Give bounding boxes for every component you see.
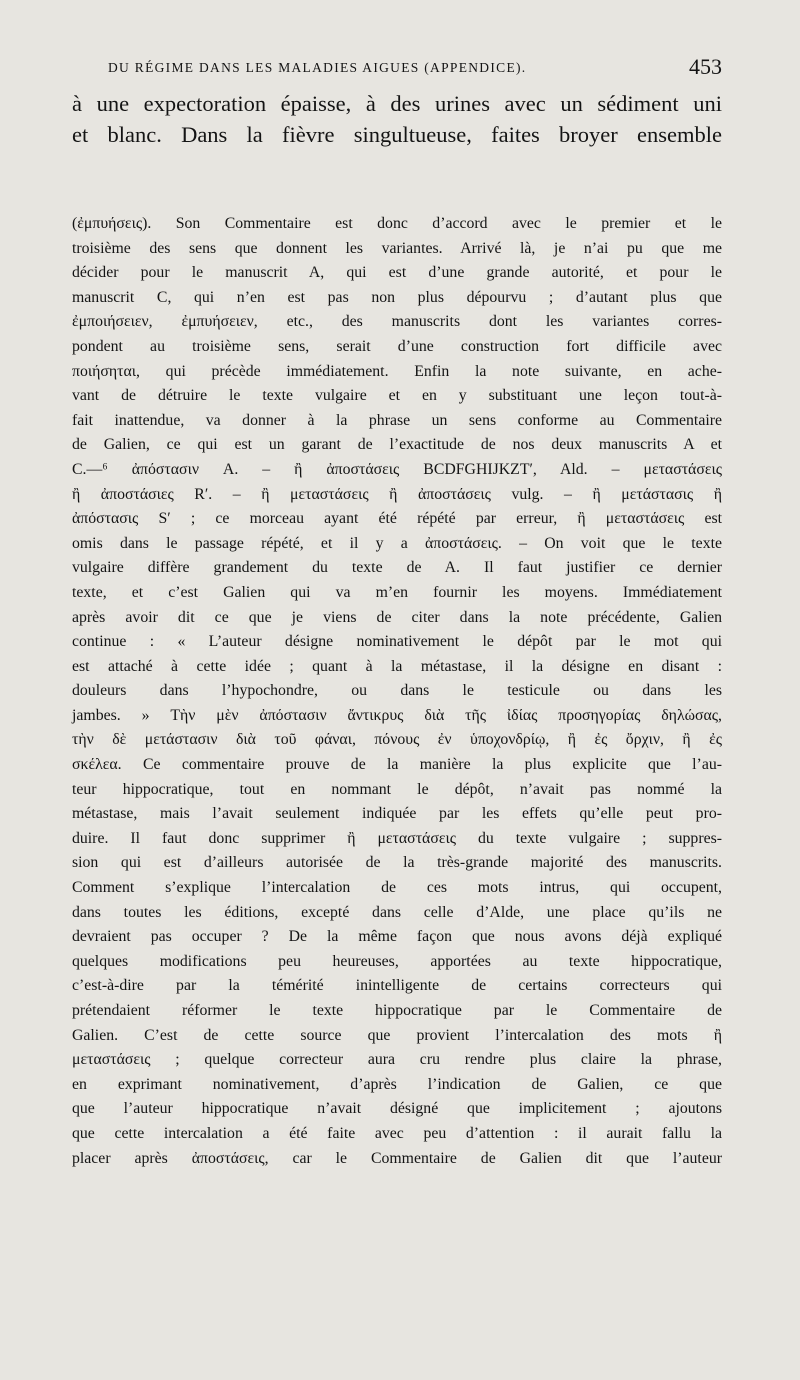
- footnote-line: vulgaire diffère grandement du texte de A. Il faut justifier ce dernier: [72, 559, 722, 577]
- footnote-line: ἀπόστασις S′ ; ce morceau ayant été répété par erreur, ἢ μεταστάσεις est: [72, 510, 722, 528]
- footnote-line: placer après ἀποστάσεις, car le Commentaire de Galien dit que l’auteur: [72, 1149, 722, 1167]
- footnote: [72, 212, 722, 1171]
- footnote-line: texte, et c’est Galien qui va m’en fournir les moyens. Immédiatement: [72, 583, 722, 601]
- footnote-line: que cette intercalation a été faite avec peu d’attention : il aurait fallu la: [72, 1124, 722, 1142]
- footnote-line: est attaché à cette idée ; quant à la métastase, il la désigne en disant :: [72, 657, 722, 675]
- footnote-line: troisième des sens que donnent les variantes. Arrivé là, je n’ai pu que me: [72, 239, 722, 257]
- footnote-line: vant de détruire le texte vulgaire et en y substituant une leçon tout-à-: [72, 387, 722, 405]
- footnote-line: σκέλεα. Ce commentaire prouve de la manière la plus explicite que l’au-: [72, 756, 722, 774]
- footnote-line: manuscrit C, qui n’en est pas non plus dépourvu ; d’autant plus que: [72, 288, 722, 306]
- footnote-line: devraient pas occuper ? De la même façon que nous avons déjà expliqué: [72, 928, 722, 946]
- main-text-line: à une expectoration épaisse, à des urines avec un sédiment uni: [72, 91, 722, 116]
- footnote-line: Comment s’explique l’intercalation de ces mots intrus, qui occupent,: [72, 879, 722, 897]
- footnote-line: ποιήσηται, qui précède immédiatement. Enfin la note suivante, en ache-: [72, 362, 722, 380]
- main-text: [72, 88, 722, 150]
- footnote-line: Galien. C’est de cette source que provient l’intercalation des mots ἢ: [72, 1026, 722, 1044]
- footnote-line: C.—⁶ ἀπόστασιν A. – ἢ ἀποστάσεις BCDFGHIJKZT′, Ald. – μεταστάσεις: [72, 460, 722, 478]
- footnote-line: ἐμποιήσειεν, ἐμπυήσειεν, etc., des manuscrits dont les variantes corres-: [72, 313, 722, 331]
- footnote-line: τὴν δὲ μετάστασιν διὰ τοῦ φάναι, πόνους ἐν ὑποχονδρίῳ, ἢ ἐς ὄρχιν, ἢ ἐς: [72, 731, 722, 749]
- footnote-line: ἢ ἀποστάσιες R′. – ἢ μεταστάσεις ἢ ἀποστάσεις vulg. – ἢ μετάστασις ἢ: [72, 485, 722, 503]
- page-number: 453: [689, 54, 722, 79]
- footnote-line: sion qui est d’ailleurs autorisée de la très-grande majorité des manuscrits.: [72, 854, 722, 872]
- footnote-line: fait inattendue, va donner à la phrase un sens conforme au Commentaire: [72, 411, 722, 429]
- footnote-line: continue : « L’auteur désigne nominativement le dépôt par le mot qui: [72, 633, 722, 651]
- main-text-line: et blanc. Dans la fièvre singultueuse, faites broyer ensemble: [72, 122, 722, 147]
- footnote-line: prétendaient réformer le texte hippocratique par le Commentaire de: [72, 1002, 722, 1019]
- footnote-line: métastase, mais l’avait seulement indiquée par les effets qu’elle peut pro-: [72, 805, 722, 823]
- footnote-line: quelques modifications peu heureuses, apportées au texte hippocratique,: [72, 952, 722, 970]
- footnote-line: duire. Il faut donc supprimer ἢ μεταστάσεις du texte vulgaire ; suppres-: [72, 829, 722, 847]
- footnote-line: de Galien, ce qui est un garant de l’exactitude de nos deux manuscrits A et: [72, 436, 722, 454]
- footnote-line: décider pour le manuscrit A, qui est d’une grande autorité, et pour le: [72, 264, 722, 282]
- footnote-line: μεταστάσεις ; quelque correcteur aura cru rendre plus claire la phrase,: [72, 1051, 722, 1069]
- footnote-line: omis dans le passage répété, et il y a ἀποστάσεις. – On voit que le texte: [72, 534, 722, 552]
- footnote-line: teur hippocratique, tout en nommant le dépôt, n’avait pas nommé la: [72, 780, 722, 798]
- footnote-line: c’est-à-dire par la témérité inintelligente de certains correcteurs qui: [72, 977, 722, 995]
- footnote-line: jambes. » Τὴν μὲν ἀπόστασιν ἄντικρυς διὰ τῆς ἰδίας προσηγορίας δηλώσας,: [72, 706, 722, 724]
- footnote-line: (ἐμπυήσεις). Son Commentaire est donc d’accord avec le premier et le: [72, 215, 722, 232]
- footnote-line: après avoir dit ce que je viens de citer dans la note précédente, Galien: [72, 608, 722, 626]
- footnote-line: pondent au troisième sens, serait d’une construction fort difficile avec: [72, 337, 722, 355]
- footnote-line: dans toutes les éditions, excepté dans celle d’Alde, une place qu’ils ne: [72, 903, 722, 921]
- running-head: [72, 56, 722, 80]
- running-head-title: DU RÉGIME DANS LES MALADIES AIGUES (APPENDICE).: [108, 60, 527, 75]
- footnote-line: douleurs dans l’hypochondre, ou dans le testicule ou dans les: [72, 682, 722, 700]
- footnote-line: que l’auteur hippocratique n’avait désigné que implicitement ; ajoutons: [72, 1100, 722, 1118]
- footnote-line: en exprimant nominativement, d’après l’indication de Galien, ce que: [72, 1075, 722, 1093]
